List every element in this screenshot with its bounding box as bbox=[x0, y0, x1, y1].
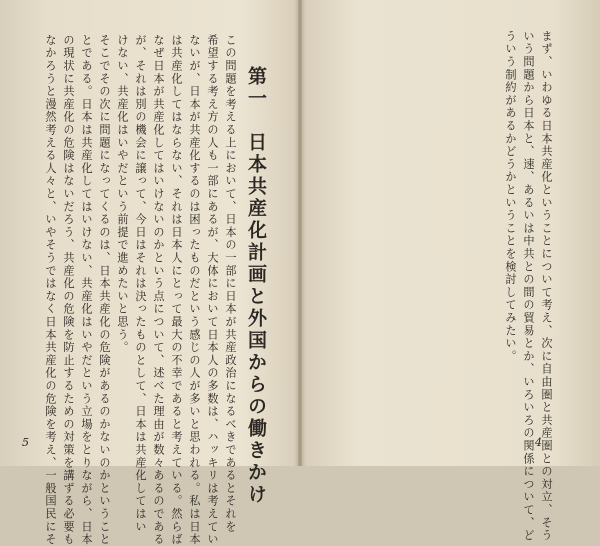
body-line: 希望する考え方の人も一部にあるが、大体において日本人の多数は、ハッキリは考えてい bbox=[206, 34, 219, 546]
body-line: なぜ日本が共産化してはいけないのかという点について、述べた理由が数々あるのである bbox=[152, 34, 165, 546]
chapter-title: 第一 日本共産化計画と外国からの働きかけ bbox=[245, 66, 267, 506]
body-line: は共産化してはならない、それは日本人にとって最大の不幸であると考えている。然らば bbox=[170, 34, 183, 546]
body-line: とである。日本は共産化してはいけない、共産化はいやだという立場をとりながら、日本 bbox=[80, 34, 93, 546]
page-number: 5 bbox=[22, 436, 29, 449]
body-line: ういう制約があるかどうかということを検討してみたい。 bbox=[504, 30, 517, 363]
body-line: ないが、日本が共産化するのは困ったものだという感じの人が多いと思われる。私は日本 bbox=[188, 34, 201, 546]
right-page bbox=[301, 0, 600, 542]
page-number: 4 bbox=[535, 436, 542, 449]
body-line: なかろうと漫然考える人々と、いやそうではなく日本共産化の危険を考え、一般国民にそ bbox=[44, 34, 57, 546]
body-line: の現状に共産化の危険はないだろう、共産化の危険を防止するための対策を講ずる必要も bbox=[62, 34, 75, 546]
body-line: けない、共産化はいやだという前提で進めたいと思う。 bbox=[116, 34, 129, 354]
body-line: そこでその次に問題になってくるのは、日本共産化の危険があるのかないのかということ bbox=[98, 34, 111, 546]
body-line: この問題を考える上において、日本の一部に日本が共産政治になるべきであるとそれを bbox=[224, 34, 237, 534]
body-line: が、それは別の機会に譲って、今日はそれは決ったものとして、日本は共産化してはい bbox=[134, 34, 147, 534]
body-line: まず、いわゆる日本共産化ということについて考え、次に自由圏と共産圏との対立、そう bbox=[540, 30, 553, 542]
body-line: いう問題から日本と、速、あるいは中共との間の貿易とか、いろいろの関係について、ど bbox=[522, 30, 535, 542]
left-page bbox=[0, 0, 299, 546]
